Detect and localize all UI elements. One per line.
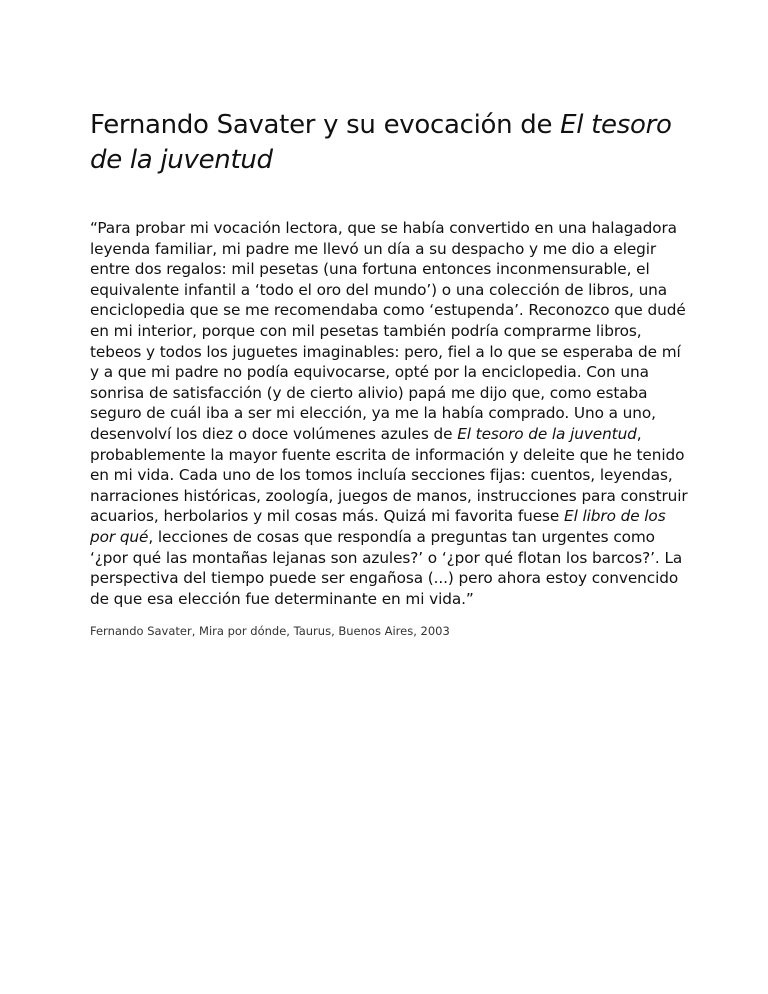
title-text: Fernando Savater y su evocación de [90, 110, 561, 140]
document-title [90, 108, 690, 178]
source-citation: Fernando Savater, Mira por dónde, Taurus, Buenos Aires, 2003 [90, 624, 450, 639]
quote-book-title-1: El tesoro de la juventud [457, 424, 637, 443]
quote-paragraph [90, 218, 690, 609]
title-italic-text: El tesoro de la juventud [90, 110, 672, 175]
quote-book-title-2: El libro de los por qué [90, 507, 666, 546]
quote-text-3: , lecciones de cosas que respondía a preguntas tan urgentes como ‘¿por qué las montañas lejanas son azules?’ o ‘¿por qué flotan los barcos?’. La perspectiva del tiempo puede ser engañosa (...) pero ahora estoy convencido de que esa elección fue determinante en mi vida.” [90, 527, 683, 608]
document-page [90, 108, 690, 639]
quote-text-1: “Para probar mi vocación lectora, que se había convertido en una halagadora leyenda familiar, mi padre me llevó un día a su despacho y me dio a elegir entre dos regalos: mil pesetas (una fortuna entonces inconmensurable, el equivalente infantil a ‘todo el oro del mundo’) o una colección de libros, una enciclopedia que se me recomendaba como ‘estupenda’. Reconozco que dudé en mi interior, porque con mil pesetas también podría comprarme libros, tebeos y todos los juguetes imaginables: pero, fiel a lo que se esperaba de mí y a que mi padre no podía equivocarse, opté por la enciclopedia. Con una sonrisa de satisfacción (y de cierto alivio) papá me dijo que, como estaba seguro de cuál iba a ser mi elección, ya me la había comprado. Uno a uno, desenvolví los diez o doce volúmenes azules de [90, 219, 686, 443]
quote-text-2: , probablemente la mayor fuente escrita de información y deleite que he tenido en mi vida. Cada uno de los tomos incluía secciones fijas: cuentos, leyendas, narraciones históricas, zoología, juegos de manos, instrucciones para construir acuarios, herbolarios y mil cosas más. Quizá mi favorita fuese [90, 424, 688, 526]
